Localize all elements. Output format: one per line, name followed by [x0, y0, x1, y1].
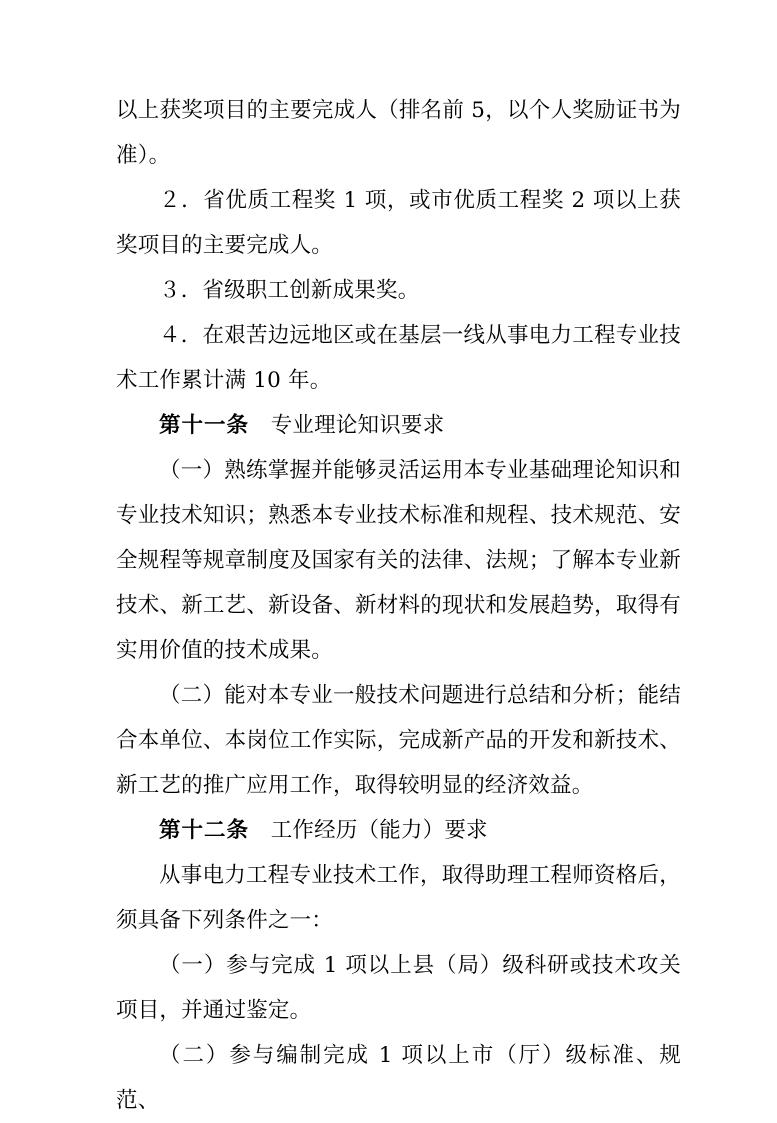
- article-heading-eleven-title: [249, 413, 271, 438]
- article-heading-twelve: [116, 808, 681, 853]
- article-twelve-lead: 从事电力工程专业技术工作，取得助理工程师资格后，须具备下列条件之一：: [116, 863, 681, 933]
- article-heading-eleven-text: 专业理论知识要求: [270, 413, 445, 438]
- list-item-3: ３．省级职工创新成果奖。: [159, 278, 420, 303]
- article-eleven-item-two: （二）能对本专业一般技术问题进行总结和分析；能结合本单位、本岗位工作实际，完成新产品的开发和新技术、新工艺的推广应用工作，取得较明显的经济效益。: [116, 683, 681, 798]
- article-twelve-item-two: （二）参与编制完成 1 项以上市（厅）级标准、规范、: [116, 1043, 681, 1113]
- article-heading-twelve-label: 第十二条: [159, 818, 250, 843]
- article-heading-twelve-spacer: [249, 818, 271, 843]
- list-item-4: ４．在艰苦边远地区或在基层一线从事电力工程专业技术工作累计满 10 年。: [116, 323, 681, 393]
- paragraph-continued: 以上获奖项目的主要完成人（排名前 5，以个人奖励证书为准）。: [116, 98, 681, 168]
- article-eleven-item-one: （一）熟练掌握并能够灵活运用本专业基础理论知识和专业技术知识；熟悉本专业技术标准和规程、技术规范、安全规程等规章制度及国家有关的法律、法规；了解本专业新技术、新工艺、新设备、新材料的现状和发展趋势，取得有实用价值的技术成果。: [116, 458, 681, 663]
- article-heading-eleven-label: 第十一条: [159, 413, 250, 438]
- article-heading-twelve-text: 工作经历（能力）要求: [270, 818, 488, 843]
- article-heading-eleven: [116, 403, 681, 448]
- article-twelve-item-one: （一）参与完成 1 项以上县（局）级科研或技术攻关项目，并通过鉴定。: [116, 953, 681, 1023]
- document-body: [116, 88, 681, 1123]
- list-item-2: ２．省优质工程奖 1 项，或市优质工程奖 2 项以上获奖项目的主要完成人。: [116, 188, 681, 258]
